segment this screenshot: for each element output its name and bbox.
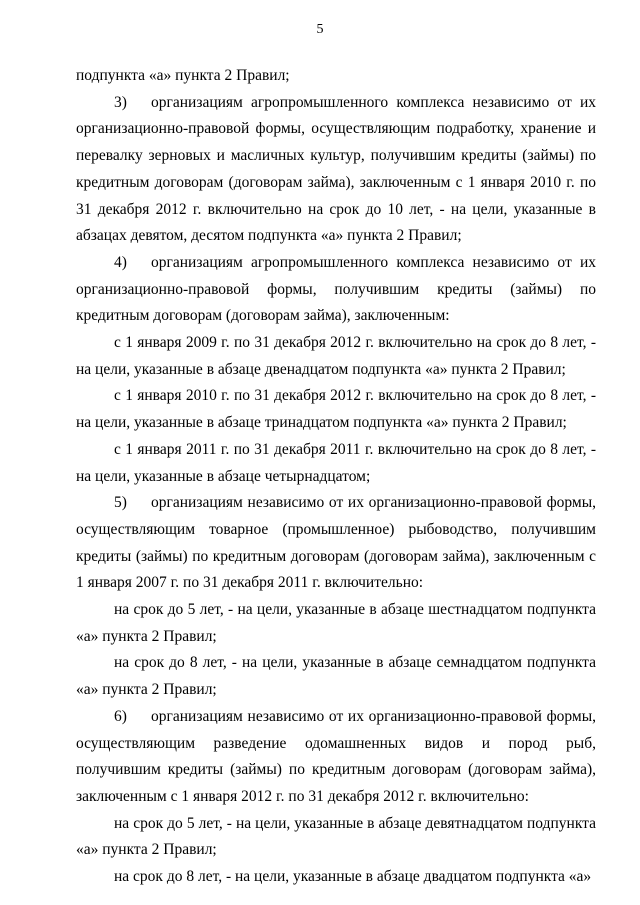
sub-paragraph: на срок до 8 лет, - на цели, указанные в абзаце семнадцатом подпункта «а» пункта 2 Правил; [76,654,596,699]
list-item-3 [76,90,596,250]
sub-paragraph: на срок до 5 лет, - на цели, указанные в абзаце шестнадцатом подпункта «а» пункта 2 Правил; [76,601,596,645]
list-item-6 [76,704,596,811]
item-text: организациям агропромышленного комплекса независимо от их организационно-правовой формы, осуществляющим подработку, хранение и перевалку зерновых и масличных культур, получившим кредиты (займы) по кредитным договорам (договорам займа), заключенным с 1 января 2010 г. по 31 декабря 2012 г. включительно на срок до 10 лет, - на цели, указанные в абзацах девятом, десятом подпункта «а» пункта 2 Правил; [76,93,596,245]
list-item-5 [76,490,596,597]
paragraph-continuation: подпункта «а» пункта 2 Правил; [76,67,290,84]
item-text: организациям независимо от их организационно-правовой формы, осуществляющим товарное (промышленное) рыбоводство, получившим кредиты (займы) по кредитным договорам (договорам займа), заключенным с 1 января 2007 г. по 31 декабря 2011 г. включительно: [76,494,596,592]
sub-paragraph: на срок до 5 лет, - на цели, указанные в абзаце девятнадцатом подпункта «а» пункта 2 Правил; [76,814,596,859]
item-number: 3) [114,93,127,111]
page-number: 5 [316,22,324,37]
item-text: организациям независимо от их организационно-правовой формы, осуществляющим разведение одомашненных видов и пород рыб, получившим кредиты (займы) по кредитным договорам (договорам займа), заключенным с 1 января 2012 г. по 31 декабря 2012 г. включительно: [76,707,596,805]
item-number: 5) [114,494,127,512]
sub-paragraph: с 1 января 2010 г. по 31 декабря 2012 г. включительно на срок до 8 лет, - на цели, указанные в абзаце тринадцатом подпункта «а» пункта 2 Правил; [76,387,596,432]
document-body [76,63,596,891]
sub-paragraph: с 1 января 2009 г. по 31 декабря 2012 г. включительно на срок до 8 лет, - на цели, указанные в абзаце двенадцатом подпункта «а» пункта 2 Правил; [76,334,596,378]
list-item-4 [76,250,596,330]
sub-paragraph: с 1 января 2011 г. по 31 декабря 2011 г. включительно на срок до 8 лет, - на цели, указанные в абзаце четырнадцатом; [76,440,596,485]
item-number: 4) [114,253,127,271]
item-number: 6) [114,707,127,725]
sub-paragraph: на срок до 8 лет, - на цели, указанные в абзаце двадцатом подпункта «а» [114,868,592,886]
item-text: организациям агропромышленного комплекса независимо от их организационно-правовой формы, получившим кредиты (займы) по кредитным договорам (договорам займа), заключенным: [76,253,596,325]
